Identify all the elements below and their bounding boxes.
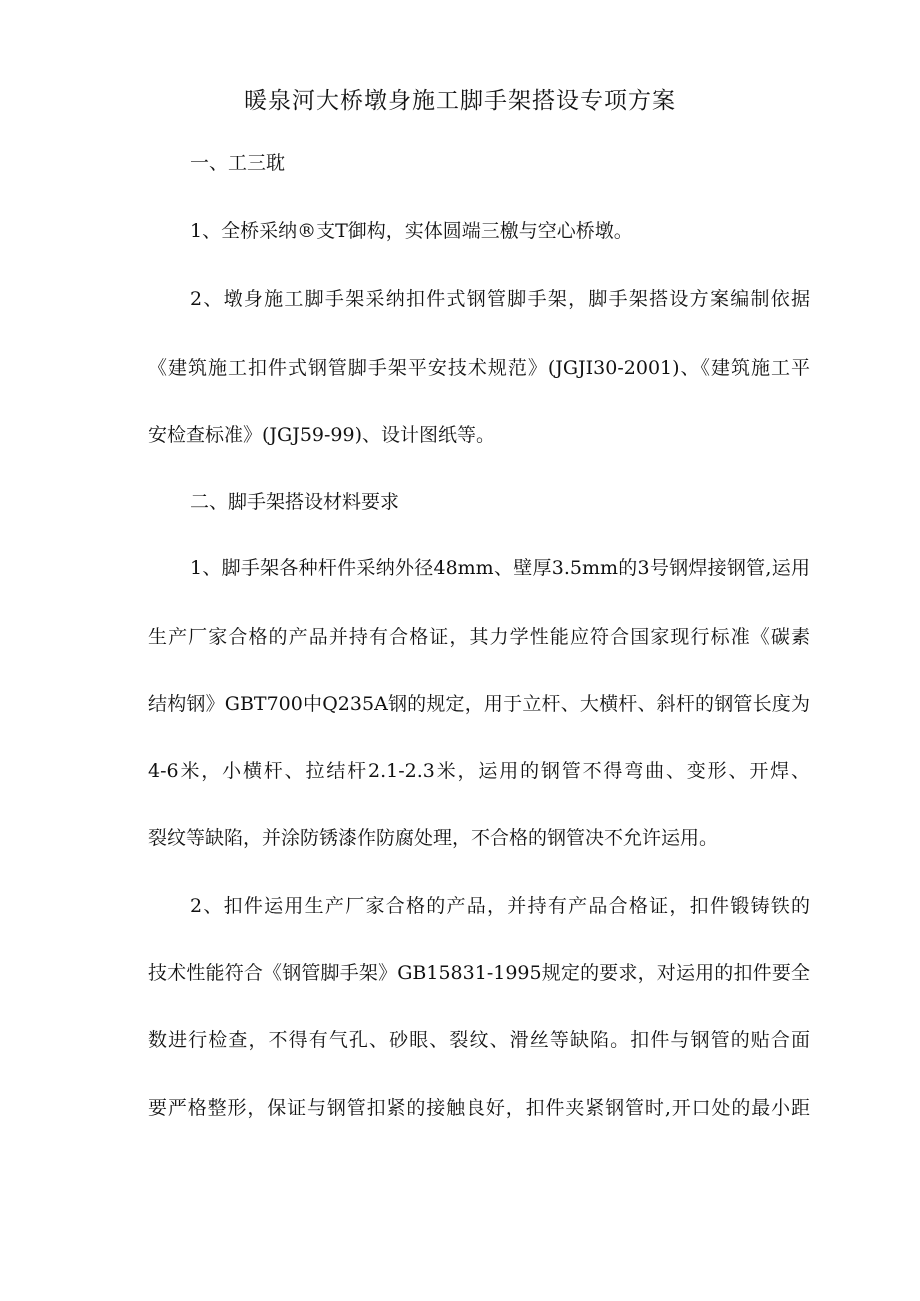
paragraph-line: 2、墩身施工脚手架采纳扣件式钢管脚手架，脚手架搭设方案编制依据 bbox=[190, 288, 810, 310]
section-heading-2: 二、脚手架搭设材料要求 bbox=[190, 491, 400, 513]
paragraph-line: 1、脚手架各种杆件采纳外径48mm、壁厚3.5mm的3号钢焊接钢管,运用 bbox=[190, 557, 810, 579]
paragraph-line: 2、扣件运用生产厂家合格的产品，并持有产品合格证，扣件锻铸铁的 bbox=[190, 895, 810, 917]
paragraph-line: 裂纹等缺陷，并涂防锈漆作防腐处理，不合格的钢管决不允许运用。 bbox=[148, 827, 719, 849]
section-heading-1: 一、工三耽 bbox=[190, 152, 286, 174]
document-title: 暖泉河大桥墩身施工脚手架搭设专项方案 bbox=[244, 88, 676, 114]
paragraph-line: 1、全桥采纳®支T御构，实体圆端三檄与空心桥墩。 bbox=[190, 220, 633, 242]
paragraph-line: 《建筑施工扣件式钢管脚手架平安技术规范》(JGJI30-2001)、《建筑施工平 bbox=[148, 357, 810, 379]
paragraph-line: 生产厂家合格的产品并持有合格证，其力学性能应符合国家现行标准《碳素 bbox=[148, 626, 810, 648]
paragraph-line: 4-6米，小横杆、拉结杆2.1-2.3米，运用的钢管不得弯曲、变形、开焊、 bbox=[148, 760, 810, 782]
paragraph-line: 技术性能符合《钢管脚手架》GB15831-1995规定的要求，对运用的扣件要全 bbox=[148, 962, 810, 984]
paragraph-line: 结构钢》GBT700中Q235A钢的规定，用于立杆、大横杆、斜杆的钢管长度为 bbox=[148, 693, 810, 715]
paragraph-line: 要严格整形，保证与钢管扣紧的接触良好，扣件夹紧钢管时,开口处的最小距 bbox=[148, 1097, 810, 1119]
paragraph-line: 安检查标准》(JGJ59-99)、设计图纸等。 bbox=[148, 424, 496, 446]
paragraph-line: 数进行检查，不得有气孔、砂眼、裂纹、滑丝等缺陷。扣件与钢管的贴合面 bbox=[148, 1029, 810, 1051]
